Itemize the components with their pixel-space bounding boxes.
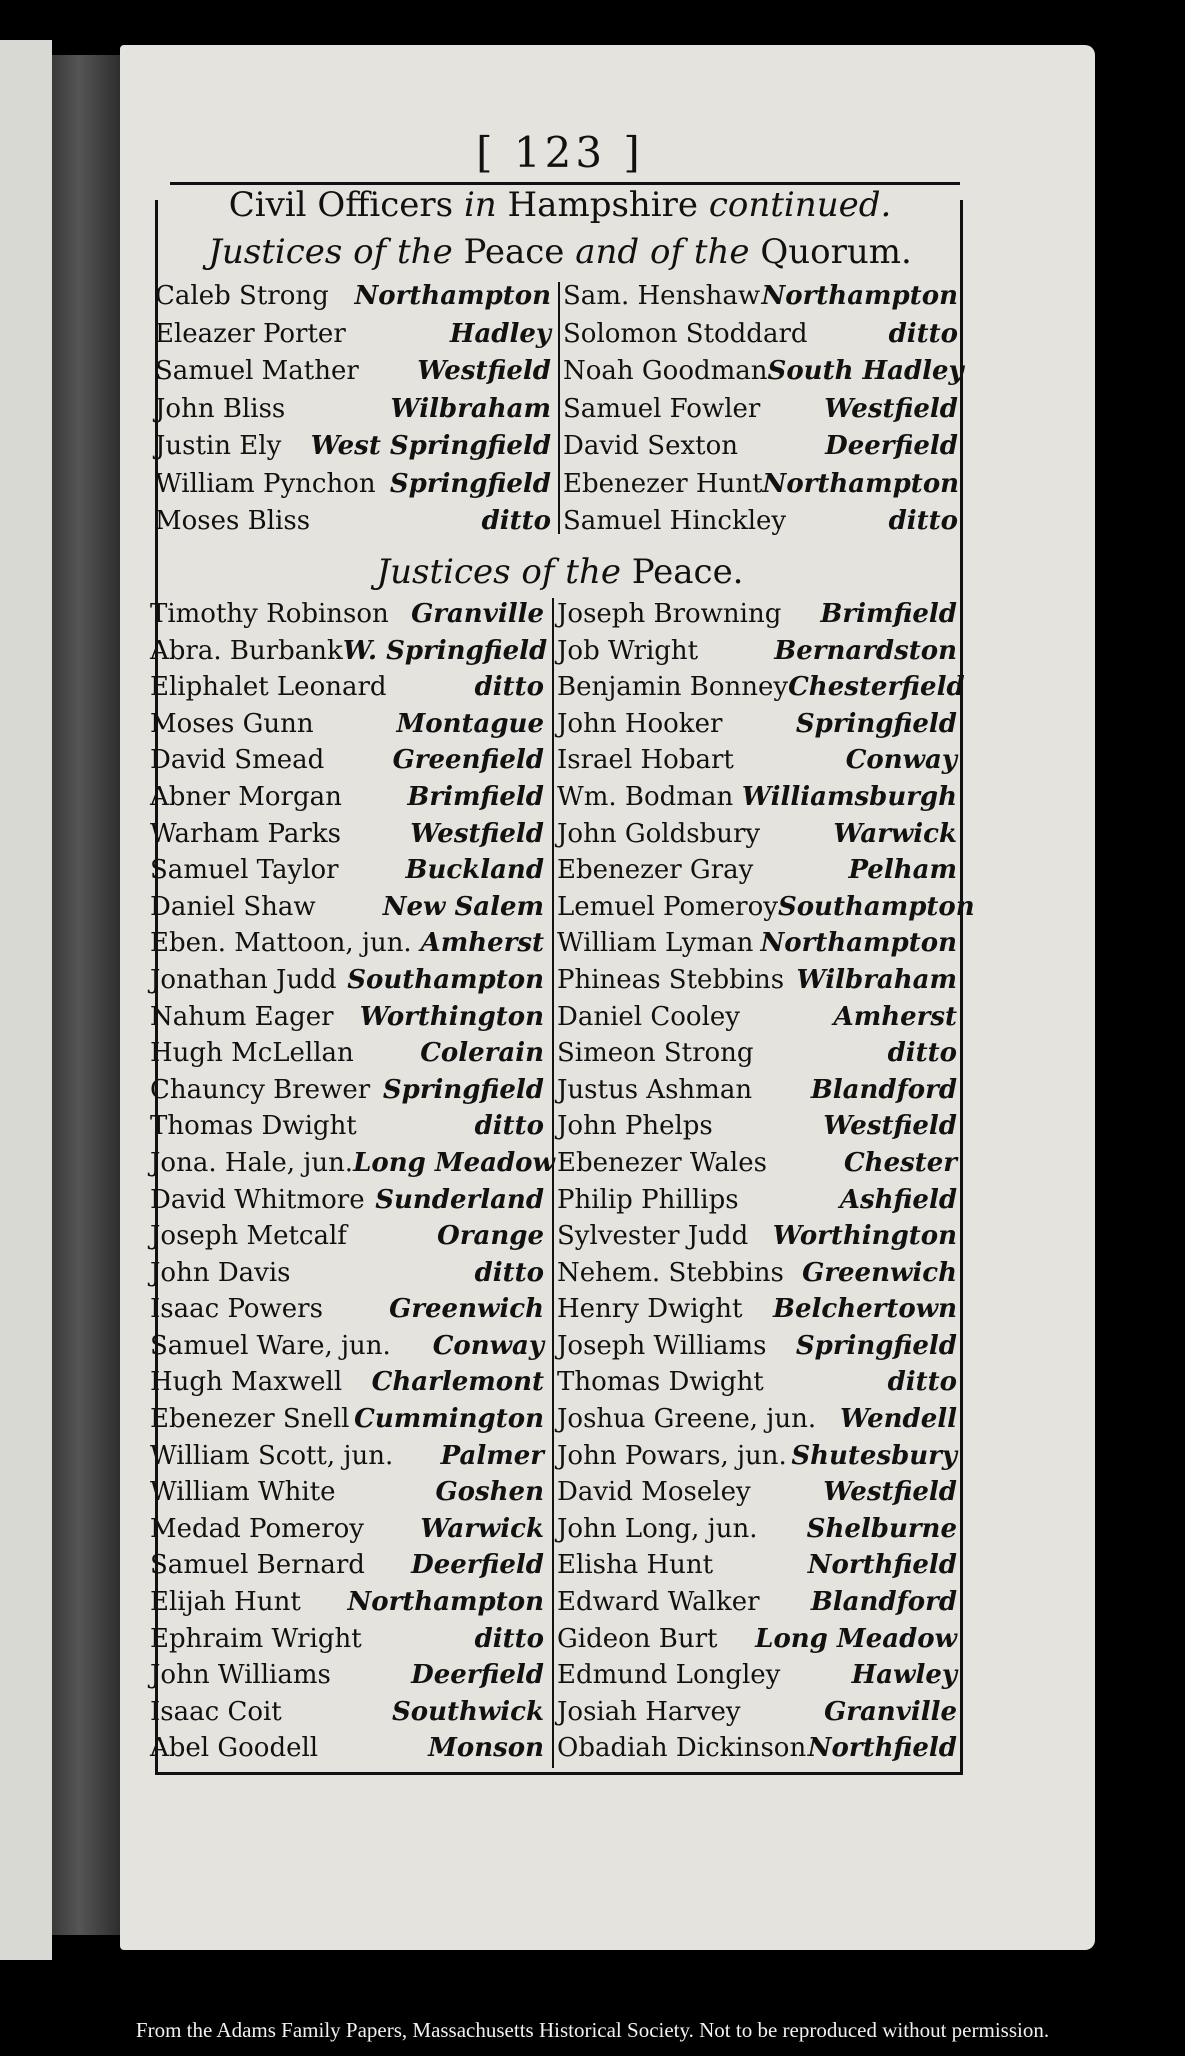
- list-item: [557, 1328, 957, 1365]
- justice-name: Daniel Cooley: [557, 1001, 740, 1032]
- town-name: Westfield: [823, 1477, 957, 1508]
- town-name: Blandford: [810, 1074, 957, 1105]
- justice-name: Eleazer Porter: [155, 318, 346, 349]
- quorum-right-column: [563, 278, 964, 541]
- list-item: [557, 1291, 957, 1328]
- justice-name: Timothy Robinson: [150, 599, 389, 629]
- list-item: [557, 1730, 957, 1767]
- list-item: [557, 1035, 957, 1072]
- justice-name: William Lyman: [557, 928, 754, 959]
- list-item: [557, 1694, 957, 1731]
- town-name: ditto: [481, 506, 551, 536]
- justice-name: Ebenezer Snell: [150, 1404, 350, 1435]
- list-item: [557, 706, 957, 743]
- town-name: Orange: [437, 1221, 544, 1252]
- town-name: Belchertown: [772, 1294, 957, 1325]
- list-item: [150, 1621, 544, 1658]
- justice-name: Samuel Hinckley: [563, 506, 787, 536]
- town-name: Brimfield: [820, 599, 957, 629]
- list-item: [557, 669, 965, 706]
- town-name: Wendell: [840, 1404, 957, 1435]
- list-item: [150, 1328, 544, 1365]
- justice-name: David Sexton: [563, 431, 738, 461]
- justice-name: Joseph Browning: [557, 599, 782, 629]
- justice-name: Medad Pomeroy: [150, 1513, 364, 1544]
- town-name: Northampton: [760, 928, 957, 959]
- town-name: Charlemont: [371, 1367, 544, 1398]
- list-item: [557, 1108, 957, 1145]
- justice-name: Joshua Greene, jun.: [557, 1404, 817, 1435]
- list-item: [557, 1547, 957, 1584]
- town-name: ditto: [887, 1038, 957, 1069]
- justice-name: Lemuel Pomeroy: [557, 891, 778, 922]
- list-item: [150, 1474, 544, 1511]
- peace-left-column: [150, 596, 555, 1767]
- town-name: ditto: [474, 1257, 544, 1288]
- peace-right-column: [557, 596, 975, 1767]
- town-name: Conway: [432, 1330, 544, 1361]
- justice-name: Thomas Dwight: [150, 1111, 357, 1142]
- section-heading-peace: Justices of the Peace.: [376, 552, 744, 592]
- list-item: [563, 316, 958, 354]
- list-item: [557, 1584, 957, 1621]
- justice-name: Edmund Longley: [557, 1660, 781, 1691]
- justice-name: Samuel Bernard: [150, 1550, 365, 1581]
- justice-name: Ebenezer Gray: [557, 855, 754, 886]
- town-name: Cummington: [354, 1404, 544, 1435]
- page-title: Civil Officers in Hampshire continued.: [228, 185, 892, 225]
- list-item: [150, 1401, 544, 1438]
- list-item: [155, 428, 551, 466]
- town-name: West Springfield: [310, 431, 551, 461]
- justice-name: Philip Phillips: [557, 1184, 739, 1215]
- justice-name: Elijah Hunt: [150, 1587, 301, 1618]
- town-name: Warwick: [420, 1513, 544, 1544]
- list-item: [557, 962, 957, 999]
- justice-name: Sylvester Judd: [557, 1221, 749, 1252]
- copyright-footer: From the Adams Family Papers, Massachusetts Historical Society. Not to be reproduced without permission.: [135, 2018, 1050, 2042]
- town-name: Shutesbury: [791, 1440, 957, 1471]
- town-name: Chesterfield: [788, 672, 965, 703]
- justice-name: John Bliss: [155, 393, 286, 424]
- justice-name: Benjamin Bonney: [557, 672, 789, 703]
- justice-name: Job Wright: [557, 635, 699, 666]
- list-item: [150, 889, 544, 926]
- town-name: Greenwich: [389, 1294, 544, 1325]
- list-item: [557, 779, 957, 816]
- list-item: [150, 1584, 544, 1621]
- town-name: Westfield: [823, 1111, 957, 1142]
- list-item: [557, 1401, 957, 1438]
- town-name: Northfield: [807, 1550, 957, 1581]
- town-name: Deerfield: [411, 1660, 544, 1691]
- justice-name: Josiah Harvey: [557, 1696, 741, 1727]
- town-name: Sunderland: [375, 1184, 544, 1215]
- list-item: [150, 633, 548, 670]
- justice-name: Ebenezer Hunt: [563, 468, 763, 499]
- town-name: Bernardston: [774, 635, 957, 666]
- list-item: [150, 1438, 544, 1475]
- town-name: Hawley: [851, 1660, 957, 1691]
- list-item: [557, 742, 957, 779]
- town-name: ditto: [887, 1367, 957, 1398]
- list-item: [557, 999, 957, 1036]
- town-name: Palmer: [440, 1440, 544, 1471]
- town-name: Springfield: [382, 1074, 544, 1105]
- justice-name: Joseph Metcalf: [150, 1221, 347, 1252]
- list-item: [150, 1364, 544, 1401]
- list-item: [150, 1730, 544, 1767]
- town-name: Northampton: [761, 281, 958, 311]
- justice-name: Moses Gunn: [150, 708, 314, 739]
- list-item: [150, 1694, 544, 1731]
- list-item: [150, 852, 544, 889]
- list-item: [150, 742, 544, 779]
- quorum-left-column: [155, 278, 551, 541]
- justice-name: Eliphalet Leonard: [150, 672, 387, 703]
- town-name: Springfield: [795, 708, 957, 739]
- list-item: [557, 1438, 957, 1475]
- justice-name: Phineas Stebbins: [557, 964, 785, 995]
- justice-name: Nahum Eager: [150, 1001, 334, 1032]
- justice-name: Isaac Powers: [150, 1294, 323, 1325]
- town-name: Worthington: [359, 1001, 544, 1032]
- town-name: Granville: [824, 1696, 957, 1727]
- list-item: [563, 353, 964, 391]
- justice-name: Abner Morgan: [150, 781, 342, 812]
- town-name: Chester: [843, 1147, 957, 1178]
- list-item: [557, 1474, 957, 1511]
- justice-name: Noah Goodman: [563, 356, 768, 386]
- justice-name: Samuel Taylor: [150, 855, 339, 886]
- justice-name: Solomon Stoddard: [563, 318, 808, 349]
- list-item: [150, 669, 544, 706]
- list-item: [150, 999, 544, 1036]
- town-name: Deerfield: [825, 431, 958, 461]
- justice-name: Samuel Mather: [155, 356, 359, 386]
- town-name: Blandford: [810, 1587, 957, 1618]
- list-item: [557, 1657, 957, 1694]
- justice-name: Abra. Burbank: [150, 635, 343, 666]
- list-item: [557, 1182, 957, 1219]
- town-name: Conway: [845, 745, 957, 776]
- justice-name: Gideon Burt: [557, 1623, 718, 1654]
- town-name: New Salem: [382, 891, 544, 922]
- justice-name: Wm. Bodman: [557, 781, 734, 812]
- list-item: [150, 1511, 544, 1548]
- town-name: ditto: [474, 672, 544, 703]
- town-name: Springfield: [795, 1330, 957, 1361]
- town-name: Long Meadow: [353, 1147, 555, 1178]
- list-item: [150, 1035, 544, 1072]
- town-name: Westfield: [410, 818, 544, 849]
- justice-name: William Pynchon: [155, 468, 376, 499]
- town-name: Montague: [396, 708, 544, 739]
- town-name: Shelburne: [806, 1513, 957, 1544]
- justice-name: Moses Bliss: [155, 506, 311, 536]
- town-name: Wilbraham: [796, 964, 957, 995]
- town-name: ditto: [474, 1623, 544, 1654]
- town-name: Buckland: [405, 855, 544, 886]
- justice-name: Henry Dwight: [557, 1294, 743, 1325]
- town-name: Long Meadow: [755, 1623, 957, 1654]
- justice-name: Edward Walker: [557, 1587, 760, 1618]
- list-item: [150, 1547, 544, 1584]
- justice-name: William Scott, jun.: [150, 1440, 394, 1471]
- justice-name: David Smead: [150, 745, 325, 776]
- list-item: [150, 596, 544, 633]
- justice-name: Ebenezer Wales: [557, 1147, 767, 1178]
- justice-name: Samuel Fowler: [563, 393, 761, 424]
- justice-name: Justus Ashman: [557, 1074, 753, 1105]
- list-item: [557, 852, 957, 889]
- justice-name: Obadiah Dickinson: [557, 1733, 807, 1764]
- section-heading-quorum: Justices of the Peace and of the Quorum.: [208, 232, 912, 272]
- list-item: [150, 1657, 544, 1694]
- justice-name: John Long, jun.: [557, 1513, 758, 1544]
- adjacent-page-edge: [0, 40, 52, 1960]
- column-divider: [552, 598, 554, 1768]
- list-item: [155, 503, 551, 541]
- justice-name: Ephraim Wright: [150, 1623, 362, 1654]
- town-name: Westfield: [417, 356, 551, 386]
- town-name: ditto: [474, 1111, 544, 1142]
- justice-name: David Moseley: [557, 1477, 751, 1508]
- list-item: [557, 816, 957, 853]
- list-item: [150, 1108, 544, 1145]
- town-name: Worthington: [772, 1221, 957, 1252]
- town-name: Southampton: [777, 891, 975, 922]
- town-name: Pelham: [848, 855, 957, 886]
- justice-name: Hugh McLellan: [150, 1038, 354, 1069]
- town-name: ditto: [888, 318, 958, 349]
- justice-name: John Powars, jun.: [557, 1440, 787, 1471]
- justice-name: Elisha Hunt: [557, 1550, 714, 1581]
- justice-name: John Davis: [150, 1257, 291, 1288]
- list-item: [557, 1511, 957, 1548]
- town-name: Southwick: [391, 1696, 544, 1727]
- page-number: [ 123 ]: [476, 128, 644, 177]
- justice-name: Abel Goodell: [150, 1733, 319, 1764]
- justice-name: Nehem. Stebbins: [557, 1257, 784, 1288]
- town-name: Northampton: [762, 468, 960, 499]
- list-item: [557, 1255, 957, 1292]
- list-item: [150, 1145, 555, 1182]
- town-name: Springfield: [389, 468, 551, 499]
- list-item: [155, 278, 551, 316]
- justice-name: David Whitmore: [150, 1184, 365, 1215]
- list-item: [155, 466, 551, 504]
- list-item: [150, 779, 544, 816]
- justice-name: Jonathan Judd: [150, 964, 337, 995]
- list-item: [563, 466, 958, 504]
- town-name: Monson: [428, 1733, 544, 1764]
- town-name: Deerfield: [411, 1550, 544, 1581]
- list-item: [150, 1182, 544, 1219]
- list-item: [150, 962, 544, 999]
- list-item: [150, 1255, 544, 1292]
- book-binding-shadow: [52, 55, 120, 1935]
- justice-name: Justin Ely: [155, 431, 282, 461]
- list-item: [557, 1145, 957, 1182]
- list-item: [150, 1218, 544, 1255]
- justice-name: Caleb Strong: [155, 281, 329, 311]
- town-name: Granville: [411, 599, 544, 629]
- justice-name: John Phelps: [557, 1111, 713, 1142]
- justice-name: John Hooker: [557, 708, 723, 739]
- town-name: Northampton: [347, 1587, 544, 1618]
- list-item: [557, 1218, 957, 1255]
- justice-name: Chauncy Brewer: [150, 1074, 371, 1105]
- list-item: [155, 353, 551, 391]
- justice-name: Samuel Ware, jun.: [150, 1330, 391, 1361]
- list-item: [557, 1621, 957, 1658]
- list-item: [155, 391, 551, 429]
- column-divider: [558, 282, 560, 534]
- justice-name: Sam. Henshaw: [563, 281, 761, 311]
- list-item: [557, 889, 975, 926]
- town-name: Amherst: [833, 1001, 957, 1032]
- justice-name: Israel Hobart: [557, 745, 734, 776]
- town-name: Wilbraham: [390, 393, 551, 424]
- town-name: Westfield: [824, 393, 958, 424]
- justice-name: Jona. Hale, jun.: [150, 1147, 354, 1178]
- town-name: W. Springfield: [342, 635, 548, 666]
- list-item: [557, 925, 957, 962]
- list-item: [563, 428, 958, 466]
- justice-name: Simeon Strong: [557, 1038, 754, 1069]
- list-item: [563, 278, 958, 316]
- town-name: Southampton: [347, 964, 544, 995]
- list-item: [150, 706, 544, 743]
- town-name: Amherst: [420, 928, 544, 959]
- justice-name: Thomas Dwight: [557, 1367, 764, 1398]
- town-name: Colerain: [420, 1038, 544, 1069]
- justice-name: John Williams: [150, 1660, 331, 1691]
- list-item: [150, 1072, 544, 1109]
- town-name: Greenwich: [802, 1257, 957, 1288]
- list-item: [150, 1291, 544, 1328]
- justice-name: John Goldsbury: [557, 818, 761, 849]
- town-name: Northampton: [354, 281, 551, 311]
- town-name: Ashfield: [839, 1184, 957, 1215]
- town-name: Warwick: [833, 818, 957, 849]
- town-name: Brimfield: [407, 781, 544, 812]
- town-name: Goshen: [435, 1477, 544, 1508]
- justice-name: William White: [150, 1477, 336, 1508]
- town-name: Williamsburgh: [741, 781, 957, 812]
- list-item: [563, 503, 958, 541]
- justice-name: Eben. Mattoon, jun.: [150, 928, 412, 959]
- town-name: Northfield: [807, 1733, 957, 1764]
- list-item: [150, 925, 544, 962]
- list-item: [150, 816, 544, 853]
- justice-name: Hugh Maxwell: [150, 1367, 343, 1398]
- justice-name: Daniel Shaw: [150, 891, 316, 922]
- town-name: ditto: [888, 506, 958, 536]
- list-item: [563, 391, 958, 429]
- list-item: [557, 596, 957, 633]
- list-item: [557, 1072, 957, 1109]
- justice-name: Joseph Williams: [557, 1330, 767, 1361]
- justice-name: Warham Parks: [150, 818, 341, 849]
- list-item: [155, 316, 551, 354]
- list-item: [557, 633, 957, 670]
- list-item: [557, 1364, 957, 1401]
- justice-name: Isaac Coit: [150, 1696, 282, 1727]
- town-name: Greenfield: [392, 745, 544, 776]
- town-name: South Hadley: [767, 356, 964, 386]
- town-name: Hadley: [449, 318, 551, 349]
